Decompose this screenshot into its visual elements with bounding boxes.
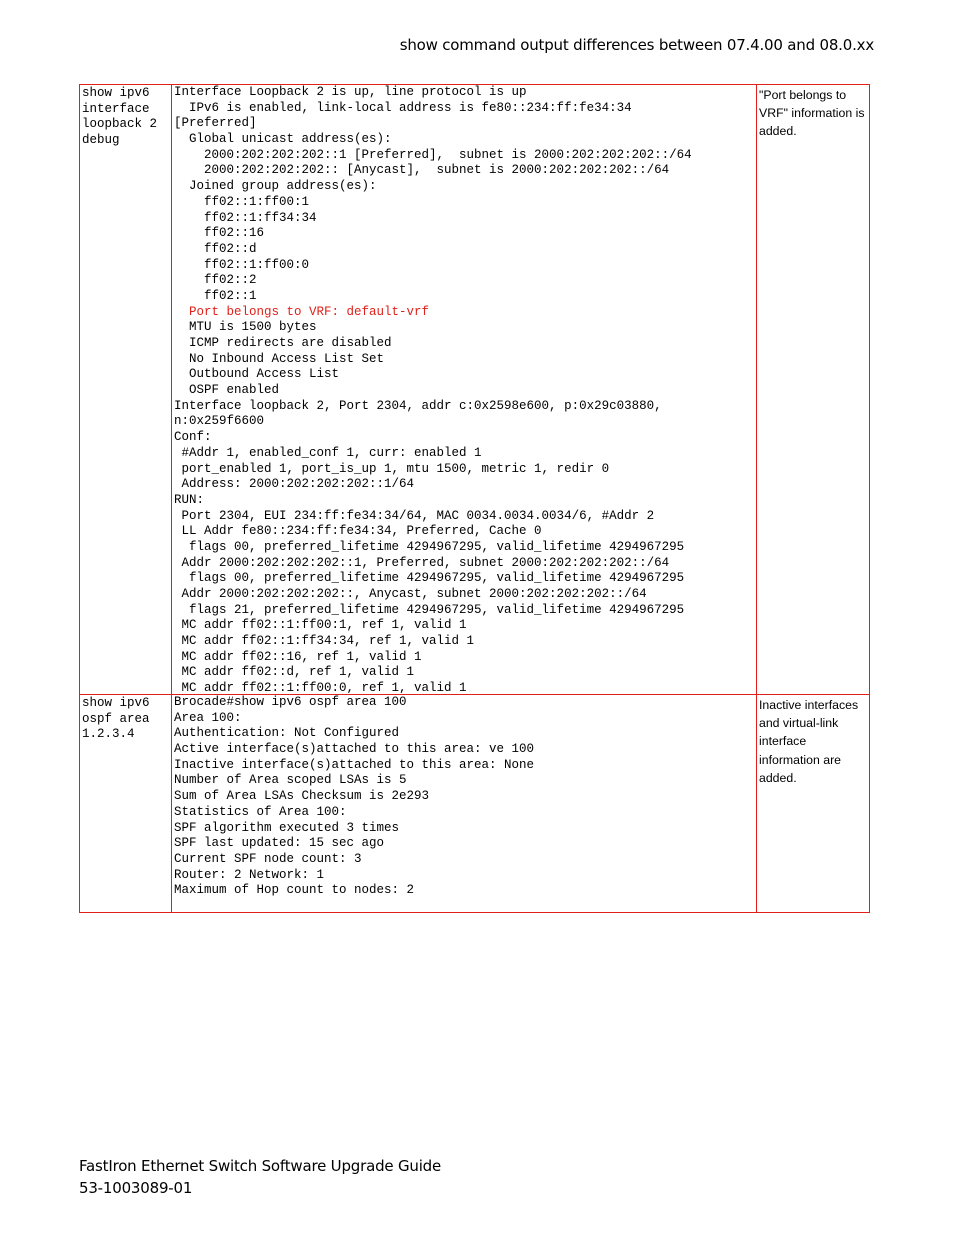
output-line: Outbound Access List: [174, 367, 340, 382]
guide-title: FastIron Ethernet Switch Software Upgrade Guide: [79, 1157, 442, 1175]
output-line: Brocade#show ipv6 ospf area 100: [174, 695, 407, 709]
output-line: ff02::2: [174, 273, 257, 288]
output-line: Global unicast address(es):: [174, 132, 392, 147]
output-line: Addr 2000:202:202:202::, Anycast, subnet 2000:202:202:202::/64: [174, 587, 647, 601]
command-output: [174, 695, 754, 899]
output-line: n:0x259f6600: [174, 414, 265, 429]
command-cell: show ipv6 interface loopback 2 debug: [80, 85, 172, 695]
command-cell: show ipv6 ospf area 1.2.3.4: [80, 695, 172, 913]
output-line: SPF last updated: 15 sec ago: [174, 836, 385, 851]
output-line: Addr 2000:202:202:202::1, Preferred, subnet 2000:202:202:202::/64: [174, 555, 670, 570]
output-line: No Inbound Access List Set: [174, 351, 385, 366]
output-line: MC addr ff02::d, ref 1, valid 1: [174, 665, 415, 680]
output-line: ff02::d: [174, 241, 257, 256]
output-line: 2000:202:202:202::1 [Preferred], subnet is 2000:202:202:202::/64: [174, 147, 692, 162]
command-output: [174, 85, 754, 693]
output-line: port_enabled 1, port_is_up 1, mtu 1500, metric 1, redir 0: [174, 461, 610, 476]
output-line: MTU is 1500 bytes: [174, 320, 317, 335]
output-line: Current SPF node count: 3: [174, 851, 362, 866]
output-line: flags 00, preferred_lifetime 4294967295, valid_lifetime 4294967295: [174, 539, 685, 554]
output-line: Interface loopback 2, Port 2304, addr c:0x2598e600, p:0x29c03880,: [174, 398, 662, 413]
output-line: flags 21, preferred_lifetime 4294967295, valid_lifetime 4294967295: [174, 602, 685, 617]
output-line: Inactive interface(s)attached to this area: None: [174, 757, 535, 772]
output-line: Interface Loopback 2 is up, line protocol is up: [174, 85, 527, 99]
output-line: Statistics of Area 100:: [174, 804, 347, 819]
vrf-info-line: Port belongs to VRF: default-vrf: [174, 304, 430, 319]
output-line: RUN:: [174, 492, 205, 507]
output-line: Number of Area scoped LSAs is 5: [174, 773, 407, 788]
output-line: OSPF enabled: [174, 383, 280, 398]
output-line: ff02::16: [174, 226, 265, 241]
output-line: Area 100:: [174, 710, 242, 725]
change-note: Inactive interfaces and virtual-link interface information are added.: [757, 695, 870, 913]
output-line: SPF algorithm executed 3 times: [174, 820, 400, 835]
output-line: Authentication: Not Configured: [174, 726, 400, 741]
output-line: 2000:202:202:202:: [Anycast], subnet is 2000:202:202:202::/64: [174, 163, 670, 178]
output-line: #Addr 1, enabled_conf 1, curr: enabled 1: [174, 445, 482, 460]
output-line: Sum of Area LSAs Checksum is 2e293: [174, 789, 430, 804]
output-line: Address: 2000:202:202:202::1/64: [174, 477, 415, 492]
page-header: show command output differences between 07.4.00 and 08.0.xx: [399, 36, 874, 54]
output-line: LL Addr fe80::234:ff:fe34:34, Preferred, Cache 0: [174, 524, 542, 539]
output-line: ICMP redirects are disabled: [174, 336, 392, 350]
output-line: MC addr ff02::1:ff00:1, ref 1, valid 1: [174, 618, 467, 633]
output-line: Joined group address(es):: [174, 179, 377, 194]
output-line: Router: 2 Network: 1: [174, 867, 325, 882]
output-line: Port 2304, EUI 234:ff:fe34:34/64, MAC 0034.0034.0034/6, #Addr 2: [174, 508, 655, 523]
document-number: 53-1003089-01: [79, 1179, 193, 1197]
output-line: ff02::1:ff00:1: [174, 194, 310, 209]
output-line: Maximum of Hop count to nodes: 2: [174, 883, 415, 898]
output-line: MC addr ff02::1:ff00:0, ref 1, valid 1: [174, 681, 467, 693]
table-row: [80, 695, 870, 913]
output-line: ff02::1:ff34:34: [174, 210, 317, 225]
output-line: Conf:: [174, 430, 212, 445]
change-note: "Port belongs to VRF" information is added.: [757, 85, 870, 695]
output-line: MC addr ff02::16, ref 1, valid 1: [174, 649, 422, 664]
output-line: Active interface(s)attached to this area: ve 100: [174, 742, 535, 757]
output-line: MC addr ff02::1:ff34:34, ref 1, valid 1: [174, 634, 475, 649]
command-differences-table: [79, 84, 870, 913]
output-line: ff02::1:ff00:0: [174, 257, 310, 272]
output-line: [Preferred]: [174, 116, 257, 131]
output-line: ff02::1: [174, 288, 257, 303]
table-row: [80, 85, 870, 695]
output-line: IPv6 is enabled, link-local address is fe80::234:ff:fe34:34: [174, 100, 632, 115]
output-line: flags 00, preferred_lifetime 4294967295, valid_lifetime 4294967295: [174, 571, 685, 586]
page-footer: [79, 1155, 441, 1199]
